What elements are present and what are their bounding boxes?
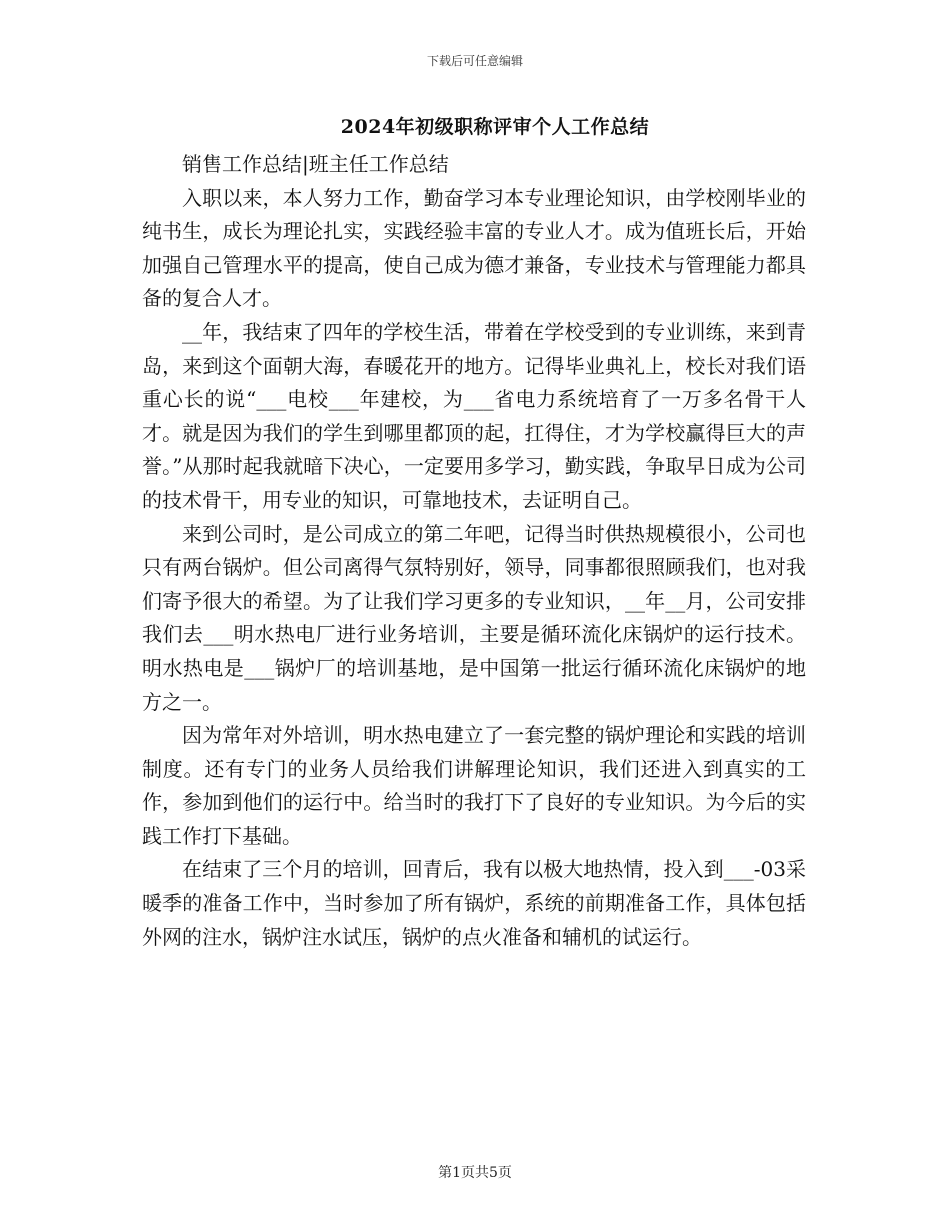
- page-number-footer: 第1页共5页: [438, 1165, 512, 1181]
- paragraph: 因为常年对外培训，明水热电建立了一套完整的锅炉理论和实践的培训制度。还有专门的业务人员给我们讲解理论知识，我们还进入到真实的工作，参加到他们的运行中。给当时的我打下了良好的专业知识。为今后的实践工作打下基础。: [142, 723, 806, 848]
- page-header: 下载后可任意编辑: [426, 54, 523, 68]
- paragraph: 来到公司时，是公司成立的第二年吧，记得当时供热规模很小，公司也只有两台锅炉。但公司离得气氛特别好，领导，同事都很照顾我们，也对我们寄予很大的希望。为了让我们学习更多的专业知识，__年__月，公司安排我们去___明水热电厂进行业务培训，主要是循环流化床锅炉的运行技术。明水热电是___锅炉厂的培训基地，是中国第一批运行循环流化床锅炉的地方之一。: [142, 521, 806, 714]
- paragraph-subtitle: 销售工作总结|班主任工作总结: [182, 152, 449, 176]
- paragraph: 入职以来，本人努力工作，勤奋学习本专业理论知识，由学校刚毕业的纯书生，成长为理论扎实，实践经验丰富的专业人才。成为值班长后，开始加强自己管理水平的提高，使自己成为德才兼备，专业技术与管理能力都具备的复合人才。: [142, 185, 806, 311]
- document-body: [142, 148, 806, 954]
- document-title: 2024年初级职称评审个人工作总结: [340, 116, 650, 138]
- paragraph: 在结束了三个月的培训，回青后，我有以极大地热情，投入到___-03采暖季的准备工作中，当时参加了所有锅炉，系统的前期准备工作，具体包括外网的注水，锅炉注水试压，锅炉的点火准备和辅机的试运行。: [142, 857, 806, 949]
- paragraph: __年，我结束了四年的学校生活，带着在学校受到的专业训练，来到青岛，来到这个面朝大海，春暖花开的地方。记得毕业典礼上，校长对我们语重心长的说“___电校___年建校，为___省电力系统培育了一万多名骨干人才。就是因为我们的学生到哪里都顶的起，扛得住，才为学校赢得巨大的声誉。”从那时起我就暗下决心，一定要用多学习，勤实践，争取早日成为公司的技术骨干，用专业的知识，可靠地技术，去证明自己。: [142, 319, 806, 512]
